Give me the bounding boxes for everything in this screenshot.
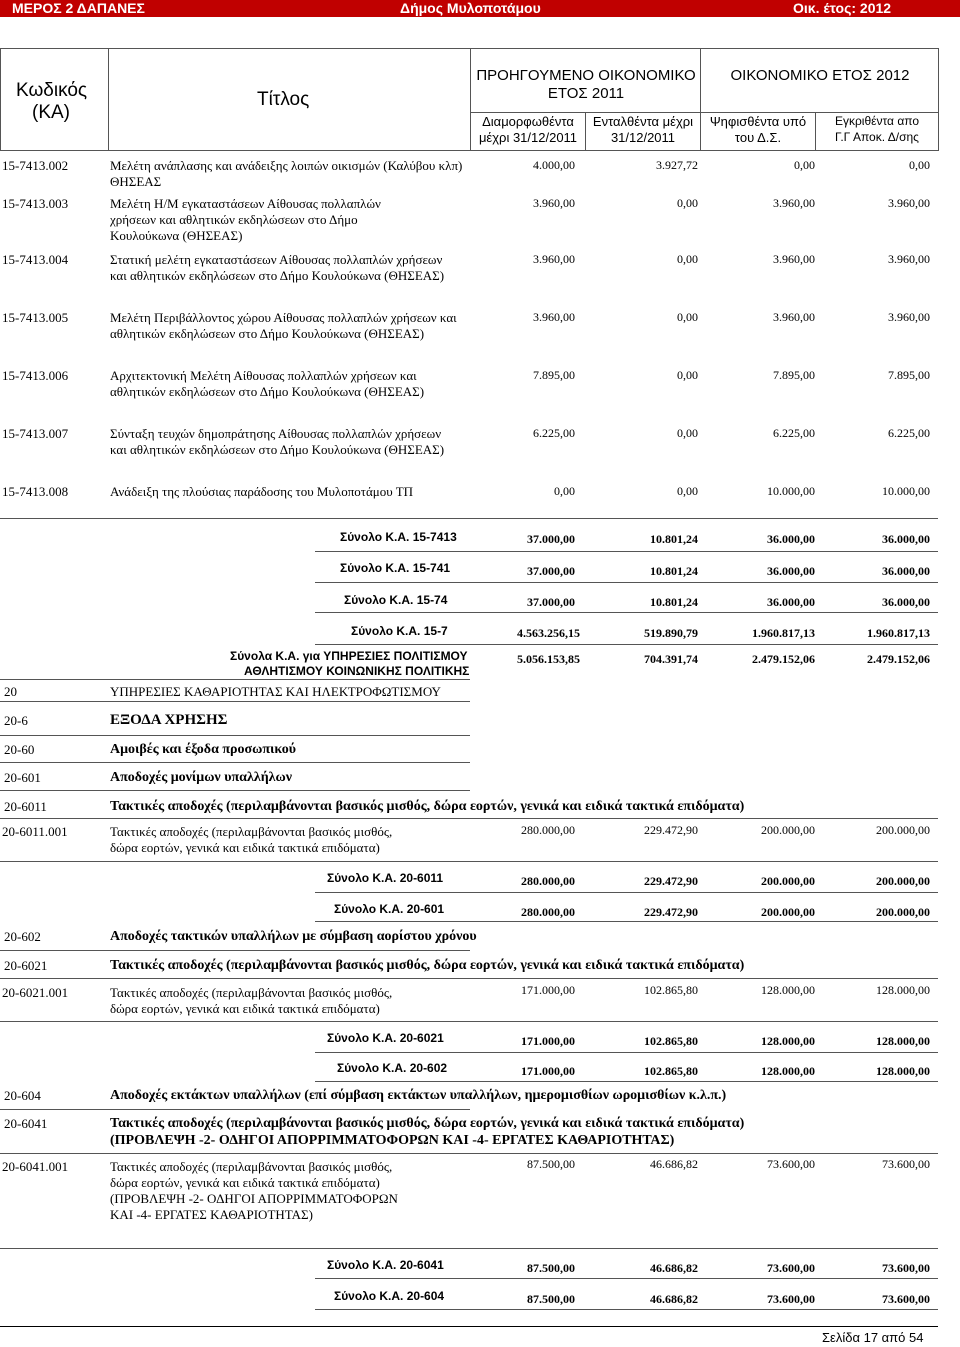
group-title: Τακτικές αποδοχές (περιλαμβάνονται βασικός μισθός, δώρα εορτών, γενικά και ειδικά τακτικά επιδόματα) <box>110 799 745 814</box>
header-shaped-l1: Διαμορφωθέντα <box>482 114 574 129</box>
item-title: Ανάδειξη της πλούσιας παράδοσης του Μυλοποτάμου ΤΠ <box>110 484 414 499</box>
group-title: Αποδοχές τακτικών υπαλλήλων με σύμβαση αορίστου χρόνου <box>110 929 477 944</box>
header-municipality: Δήμος Μυλοποτάμου <box>400 0 541 16</box>
total-value-approved: 2.479.152,06 <box>867 652 930 666</box>
header-cur-year: ΟΙΚΟΝΟΜΙΚΟ ΕΤΟΣ 2012 <box>730 67 910 84</box>
total-value-approved: 73.600,00 <box>882 1292 930 1306</box>
item-code: 15-7413.008 <box>2 484 69 499</box>
group-code: 20-6021 <box>4 958 48 973</box>
item-title: Αρχιτεκτονική Μελέτη Αίθουσας πολλαπλών χρήσεων και αθλητικών εκδηλώσεων στο Δήμο Κουλούκωνα (ΘΗΣΕΑΣ) <box>110 368 425 399</box>
total-value-ordered: 102.865,80 <box>644 1064 698 1078</box>
item-value-ordered: 0,00 <box>677 484 698 498</box>
total-label: Σύνολο Κ.Α. 15-741 <box>340 561 451 575</box>
total-value-ordered: 229.472,90 <box>644 874 698 888</box>
header-section: ΜΕΡΟΣ 2 ΔΑΠΑΝΕΣ <box>12 0 145 16</box>
item-value-ordered: 0,00 <box>677 310 698 324</box>
header-fiscal-year: Οικ. έτος: 2012 <box>793 0 892 16</box>
total-value-ordered: 229.472,90 <box>644 905 698 919</box>
header-approved-l2: Γ.Γ Αποκ. Δ/σης <box>835 130 919 144</box>
total-value-voted: 200.000,00 <box>761 874 815 888</box>
total-value-voted: 73.600,00 <box>767 1292 815 1306</box>
total-value-ordered: 704.391,74 <box>644 652 698 666</box>
total-value-ordered: 102.865,80 <box>644 1034 698 1048</box>
item-value-approved: 128.000,00 <box>876 983 930 997</box>
header-prev-year-l1: ΠΡΟΗΓΟΥΜΕΝΟ ΟΙΚΟΝΟΜΙΚΟ <box>476 67 696 84</box>
header-ordered-l1: Ενταλθέντα μέχρι <box>592 114 694 129</box>
item-value-shaped: 3.960,00 <box>533 252 575 266</box>
item-value-voted: 10.000,00 <box>767 484 815 498</box>
item-value-voted: 0,00 <box>794 158 815 172</box>
item-title-l3: (ΠΡΟΒΛΕΨΗ -2- ΟΔΗΓΟΙ ΑΠΟΡΡΙΜΜΑΤΟΦΟΡΩΝ <box>110 1191 398 1206</box>
item-title-l4: ΚΑΙ -4- ΕΡΓΑΤΕΣ ΚΑΘΑΡΙΟΤΗΤΑΣ) <box>110 1207 313 1222</box>
item-value-approved: 7.895,00 <box>888 368 930 382</box>
section-title: ΥΠΗΡΕΣΙΕΣ ΚΑΘΑΡΙΟΤΗΤΑΣ ΚΑΙ ΗΛΕΚΤΡΟΦΩΤΙΣΜΟΥ <box>110 684 441 699</box>
total-value-shaped: 87.500,00 <box>527 1261 575 1275</box>
total-value-shaped: 5.056.153,85 <box>517 652 580 666</box>
item-value-ordered: 0,00 <box>677 252 698 266</box>
item-code: 20-6041.001 <box>2 1159 69 1174</box>
item-value-voted: 3.960,00 <box>773 196 815 210</box>
total-value-ordered: 10.801,24 <box>650 564 698 578</box>
item-code: 20-6021.001 <box>2 985 69 1000</box>
total-value-voted: 1.960.817,13 <box>752 626 815 640</box>
total-value-voted: 128.000,00 <box>761 1034 815 1048</box>
section-code: 20 <box>4 684 17 699</box>
group-title: Αποδοχές μονίμων υπαλλήλων <box>110 770 293 785</box>
header-title: Τίτλος <box>257 89 310 110</box>
item-code: 15-7413.002 <box>2 158 69 173</box>
header-ordered-l2: 31/12/2011 <box>610 130 676 145</box>
item-value-shaped: 3.960,00 <box>533 310 575 324</box>
item-value-shaped: 87.500,00 <box>527 1157 575 1171</box>
page-header-bar <box>0 0 960 17</box>
item-title-l2: δώρα εορτών, γενικά και ειδικά τακτικά επιδόματα) <box>110 1175 380 1190</box>
total-value-voted: 36.000,00 <box>767 532 815 546</box>
item-title: Μελέτη ανάπλασης και ανάδειξης λοιπών οικισμών (Καλύβου κλπ) ΘΗΣΕΑΣ <box>110 158 463 189</box>
item-value-approved: 3.960,00 <box>888 252 930 266</box>
item-code: 20-6011.001 <box>2 824 68 839</box>
total-label: Σύνολο Κ.Α. 20-602 <box>337 1061 448 1075</box>
total-value-shaped: 4.563.256,15 <box>517 626 580 640</box>
total-value-approved: 128.000,00 <box>876 1064 930 1078</box>
total-value-shaped: 37.000,00 <box>527 595 575 609</box>
item-title: Στατική μελέτη εγκαταστάσεων Αίθουσας πολλαπλών χρήσεων και αθλητικών εκδηλώσεων στο Δήμο Κουλούκωνα (ΘΗΣΕΑΣ) <box>110 252 445 283</box>
item-value-approved: 0,00 <box>909 158 930 172</box>
total-value-voted: 36.000,00 <box>767 564 815 578</box>
item-value-voted: 6.225,00 <box>773 426 815 440</box>
total-value-voted: 128.000,00 <box>761 1064 815 1078</box>
total-value-voted: 36.000,00 <box>767 595 815 609</box>
item-code: 15-7413.006 <box>2 368 69 383</box>
group-title-l1: Τακτικές αποδοχές (περιλαμβάνονται βασικός μισθός, δώρα εορτών, γενικά και ειδικά τακτικά επιδόματα) <box>110 1116 745 1131</box>
item-value-shaped: 0,00 <box>554 484 575 498</box>
total-value-ordered: 10.801,24 <box>650 532 698 546</box>
item-value-ordered: 3.927,72 <box>656 158 698 172</box>
total-value-approved: 73.600,00 <box>882 1261 930 1275</box>
total-value-ordered: 10.801,24 <box>650 595 698 609</box>
total-value-ordered: 519.890,79 <box>644 626 698 640</box>
item-title-l1: Τακτικές αποδοχές (περιλαμβάνονται βασικός μισθός, <box>110 985 393 1000</box>
item-value-voted: 3.960,00 <box>773 310 815 324</box>
item-value-voted: 73.600,00 <box>767 1157 815 1171</box>
item-value-voted: 3.960,00 <box>773 252 815 266</box>
group-title: ΕΞΟΔΑ ΧΡΗΣΗΣ <box>110 712 228 728</box>
total-value-approved: 200.000,00 <box>876 905 930 919</box>
item-value-ordered: 229.472,90 <box>644 823 698 837</box>
item-code: 15-7413.003 <box>2 196 69 211</box>
item-title-l2: δώρα εορτών, γενικά και ειδικά τακτικά επιδόματα) <box>110 840 380 855</box>
total-value-approved: 36.000,00 <box>882 595 930 609</box>
total-value-shaped: 37.000,00 <box>527 532 575 546</box>
item-title: Μελέτη Περιβάλλοντος χώρου Αίθουσας πολλαπλών χρήσεων και αθλητικών εκδηλώσεων στο Δήμο Κουλούκωνα (ΘΗΣΕΑΣ) <box>110 310 457 341</box>
total-label: Σύνολο Κ.Α. 20-604 <box>334 1289 445 1303</box>
header-code-line2: (ΚΑ) <box>32 102 70 123</box>
service-total-label-l2: ΑΘΛΗΤΙΣΜΟΥ ΚΟΙΝΩΝΙΚΗΣ ΠΟΛΙΤΙΚΗΣ <box>244 664 470 678</box>
item-title-l1: Τακτικές αποδοχές (περιλαμβάνονται βασικός μισθός, <box>110 824 393 839</box>
item-value-ordered: 46.686,82 <box>650 1157 698 1171</box>
total-value-shaped: 171.000,00 <box>521 1034 575 1048</box>
total-value-ordered: 46.686,82 <box>650 1292 698 1306</box>
total-value-approved: 1.960.817,13 <box>867 626 930 640</box>
item-value-shaped: 6.225,00 <box>533 426 575 440</box>
group-code: 20-601 <box>4 770 41 785</box>
item-value-approved: 200.000,00 <box>876 823 930 837</box>
group-title: Αμοιβές και έξοδα προσωπικού <box>110 742 297 757</box>
total-value-approved: 36.000,00 <box>882 532 930 546</box>
group-code: 20-6011 <box>4 799 47 814</box>
item-value-shaped: 3.960,00 <box>533 196 575 210</box>
total-value-voted: 73.600,00 <box>767 1261 815 1275</box>
item-code: 15-7413.005 <box>2 310 69 325</box>
total-label: Σύνολο Κ.Α. 20-6041 <box>327 1258 444 1272</box>
group-title: Τακτικές αποδοχές (περιλαμβάνονται βασικός μισθός, δώρα εορτών, γενικά και ειδικά τακτικά επιδόματα) <box>110 958 745 973</box>
item-value-approved: 3.960,00 <box>888 310 930 324</box>
total-value-approved: 36.000,00 <box>882 564 930 578</box>
item-value-shaped: 7.895,00 <box>533 368 575 382</box>
item-value-ordered: 0,00 <box>677 426 698 440</box>
item-code: 15-7413.004 <box>2 252 69 267</box>
item-title: Μελέτη Η/Μ εγκαταστάσεων Αίθουσας πολλαπλών χρήσεων και αθλητικών εκδηλώσεων στο Δήμο Κουλούκωνα (ΘΗΣΕΑΣ) <box>110 196 381 243</box>
item-value-approved: 73.600,00 <box>882 1157 930 1171</box>
total-label: Σύνολο Κ.Α. 20-6011 <box>327 871 444 885</box>
header-voted-l2: του Δ.Σ. <box>734 130 782 145</box>
group-title-l2: (ΠΡΟΒΛΕΨΗ -2- ΟΔΗΓΟΙ ΑΠΟΡΡΙΜΜΑΤΟΦΟΡΩΝ ΚΑΙ -4- ΕΡΓΑΤΕΣ ΚΑΘΑΡΙΟΤΗΤΑΣ) <box>110 1133 675 1148</box>
service-total-label-l1: Σύνολα Κ.Α. για ΥΠΗΡΕΣΙΕΣ ΠΟΛΙΤΙΣΜΟΥ <box>230 649 468 663</box>
item-value-approved: 3.960,00 <box>888 196 930 210</box>
total-value-shaped: 280.000,00 <box>521 905 575 919</box>
item-value-approved: 6.225,00 <box>888 426 930 440</box>
item-title-l1: Τακτικές αποδοχές (περιλαμβάνονται βασικός μισθός, <box>110 1159 393 1174</box>
total-label: Σύνολο Κ.Α. 15-7 <box>351 624 448 638</box>
item-value-shaped: 280.000,00 <box>521 823 575 837</box>
total-value-shaped: 171.000,00 <box>521 1064 575 1078</box>
group-title: Αποδοχές εκτάκτων υπαλλήλων (επί σύμβαση εκτάκτων υπαλλήλων, ημερομισθίων ωρομισθίων κ.λ.π.) <box>110 1088 727 1103</box>
item-code: 15-7413.007 <box>2 426 69 441</box>
total-value-voted: 2.479.152,06 <box>752 652 815 666</box>
item-title: Σύνταξη τευχών δημοπράτησης Αίθουσας πολλαπλών χρήσεων και αθλητικών εκδηλώσεων στο Δήμο Κουλούκωνα (ΘΗΣΕΑΣ) <box>110 426 445 457</box>
page-number: Σελίδα 17 από 54 <box>822 1330 924 1345</box>
item-value-voted: 200.000,00 <box>761 823 815 837</box>
header-shaped-l2: μέχρι 31/12/2011 <box>478 130 578 145</box>
total-label: Σύνολο Κ.Α. 20-601 <box>334 902 445 916</box>
total-value-shaped: 37.000,00 <box>527 564 575 578</box>
group-code: 20-602 <box>4 929 41 944</box>
item-value-voted: 7.895,00 <box>773 368 815 382</box>
item-value-shaped: 4.000,00 <box>533 158 575 172</box>
group-code: 20-60 <box>4 742 35 757</box>
total-value-shaped: 87.500,00 <box>527 1292 575 1306</box>
total-value-approved: 128.000,00 <box>876 1034 930 1048</box>
total-label: Σύνολο Κ.Α. 15-7413 <box>340 530 457 544</box>
item-value-shaped: 171.000,00 <box>521 983 575 997</box>
total-value-shaped: 280.000,00 <box>521 874 575 888</box>
item-value-approved: 10.000,00 <box>882 484 930 498</box>
item-value-voted: 128.000,00 <box>761 983 815 997</box>
group-code: 20-6 <box>4 713 28 728</box>
header-prev-year-l2: ΕΤΟΣ 2011 <box>547 85 625 102</box>
total-value-approved: 200.000,00 <box>876 874 930 888</box>
header-approved-l1: Εγκριθέντα απο <box>834 114 920 128</box>
item-value-ordered: 0,00 <box>677 368 698 382</box>
header-voted-l1: Ψηφισθέντα υπό <box>709 114 807 129</box>
header-code-line1: Κωδικός <box>16 80 88 101</box>
item-value-ordered: 102.865,80 <box>644 983 698 997</box>
total-value-voted: 200.000,00 <box>761 905 815 919</box>
total-value-ordered: 46.686,82 <box>650 1261 698 1275</box>
total-label: Σύνολο Κ.Α. 20-6021 <box>327 1031 444 1045</box>
footer-rule <box>0 1326 938 1327</box>
total-label: Σύνολο Κ.Α. 15-74 <box>344 593 448 607</box>
item-value-ordered: 0,00 <box>677 196 698 210</box>
group-code: 20-604 <box>4 1088 41 1103</box>
item-title-l2: δώρα εορτών, γενικά και ειδικά τακτικά επιδόματα) <box>110 1001 380 1016</box>
group-code: 20-6041 <box>4 1116 48 1131</box>
